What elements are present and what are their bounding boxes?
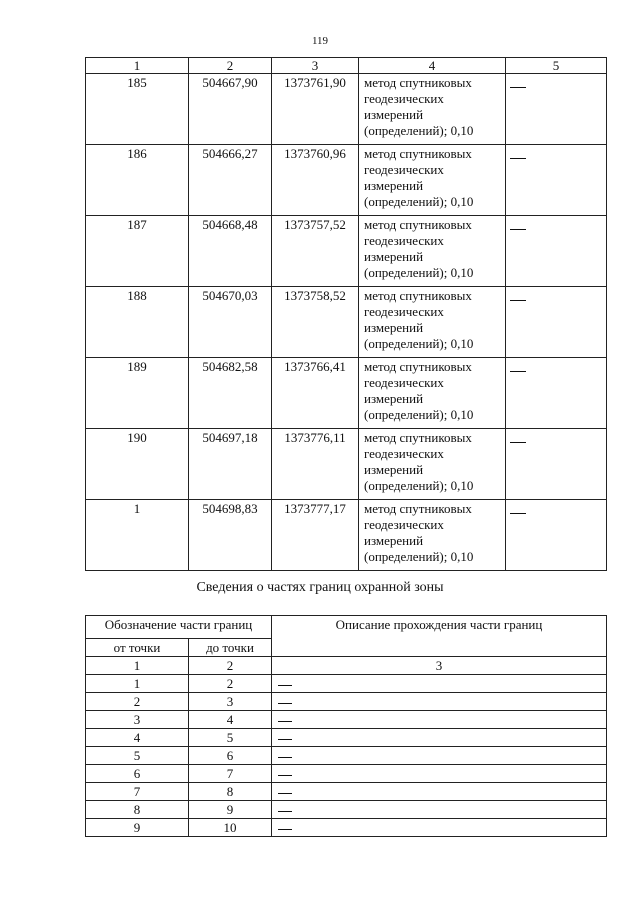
coordinate-x: 504670,03 (189, 287, 272, 358)
to-point: 4 (189, 711, 272, 729)
coordinate-x: 504666,27 (189, 145, 272, 216)
note-cell (506, 216, 607, 287)
coordinates-row (86, 500, 607, 571)
coordinates-row (86, 429, 607, 500)
method-line: (определений); 0,10 (364, 194, 474, 209)
boundary-part-row (86, 675, 607, 693)
coordinate-y: 1373776,11 (272, 429, 359, 500)
to-point: 10 (189, 819, 272, 837)
method-line: геодезических (364, 375, 444, 390)
from-point: 4 (86, 729, 189, 747)
dash-mark (278, 793, 292, 794)
method-line: геодезических (364, 517, 444, 532)
coordinate-y: 1373766,41 (272, 358, 359, 429)
method-line: измерений (364, 320, 424, 335)
dash-mark (510, 442, 526, 443)
note-cell (506, 145, 607, 216)
method-line: геодезических (364, 446, 444, 461)
from-point: 9 (86, 819, 189, 837)
to-point: 5 (189, 729, 272, 747)
dash-mark (278, 685, 292, 686)
part-description (272, 783, 607, 801)
method-line: измерений (364, 391, 424, 406)
boundary-part-row (86, 765, 607, 783)
from-point: 8 (86, 801, 189, 819)
method-description (359, 216, 506, 287)
method-line: (определений); 0,10 (364, 123, 474, 138)
coordinate-x: 504682,58 (189, 358, 272, 429)
boundary-part-row (86, 711, 607, 729)
col-number-4: 4 (359, 58, 506, 74)
method-line: геодезических (364, 233, 444, 248)
point-number: 185 (86, 74, 189, 145)
coordinate-y: 1373758,52 (272, 287, 359, 358)
boundary-part-row (86, 783, 607, 801)
dash-mark (278, 739, 292, 740)
method-line: метод спутниковых (364, 359, 472, 374)
to-point-header: до точки (189, 639, 272, 657)
method-line: (определений); 0,10 (364, 336, 474, 351)
to-point: 9 (189, 801, 272, 819)
section-title: Сведения о частях границ охранной зоны (196, 580, 444, 595)
dash-mark (510, 87, 526, 88)
parts-col-number-row (86, 657, 607, 675)
method-line: измерений (364, 462, 424, 477)
boundary-part-row (86, 693, 607, 711)
point-number: 186 (86, 145, 189, 216)
col-number-3: 3 (272, 58, 359, 74)
to-point: 7 (189, 765, 272, 783)
method-line: измерений (364, 533, 424, 548)
from-point-header: от точки (86, 639, 189, 657)
from-point: 3 (86, 711, 189, 729)
method-line: (определений); 0,10 (364, 265, 474, 280)
coordinates-row (86, 216, 607, 287)
description-header: Описание прохождения части границ (272, 616, 607, 657)
method-line: геодезических (364, 91, 444, 106)
coordinates-row (86, 145, 607, 216)
coordinate-x: 504697,18 (189, 429, 272, 500)
method-line: (определений); 0,10 (364, 407, 474, 422)
coordinate-y: 1373761,90 (272, 74, 359, 145)
point-number: 187 (86, 216, 189, 287)
method-description (359, 287, 506, 358)
parts-col-number-2: 2 (189, 657, 272, 675)
coordinate-y: 1373777,17 (272, 500, 359, 571)
part-description (272, 711, 607, 729)
method-description (359, 145, 506, 216)
boundary-part-row (86, 819, 607, 837)
coordinate-y: 1373757,52 (272, 216, 359, 287)
from-point: 7 (86, 783, 189, 801)
dash-mark (510, 300, 526, 301)
coordinate-x: 504667,90 (189, 74, 272, 145)
coordinates-row (86, 74, 607, 145)
part-description (272, 747, 607, 765)
dash-mark (278, 703, 292, 704)
to-point: 6 (189, 747, 272, 765)
boundary-part-row (86, 801, 607, 819)
from-point: 2 (86, 693, 189, 711)
coordinates-row (86, 287, 607, 358)
method-line: геодезических (364, 304, 444, 319)
coordinate-y: 1373760,96 (272, 145, 359, 216)
boundary-part-row (86, 729, 607, 747)
point-number: 190 (86, 429, 189, 500)
method-description (359, 429, 506, 500)
method-line: метод спутниковых (364, 430, 472, 445)
to-point: 3 (189, 693, 272, 711)
group-header: Обозначение части границ (86, 616, 272, 639)
method-line: (определений); 0,10 (364, 549, 474, 564)
method-line: измерений (364, 249, 424, 264)
boundary-part-row (86, 747, 607, 765)
method-line: (определений); 0,10 (364, 478, 474, 493)
dash-mark (510, 513, 526, 514)
col-number-2: 2 (189, 58, 272, 74)
page-number: 119 (311, 35, 329, 47)
method-line: метод спутниковых (364, 288, 472, 303)
method-description (359, 500, 506, 571)
dash-mark (510, 158, 526, 159)
note-cell (506, 74, 607, 145)
dash-mark (278, 829, 292, 830)
from-point: 1 (86, 675, 189, 693)
from-point: 6 (86, 765, 189, 783)
to-point: 2 (189, 675, 272, 693)
dash-mark (278, 721, 292, 722)
method-line: метод спутниковых (364, 217, 472, 232)
method-line: геодезических (364, 162, 444, 177)
method-description (359, 74, 506, 145)
from-point: 5 (86, 747, 189, 765)
boundary-parts-table (85, 615, 607, 837)
dash-mark (278, 775, 292, 776)
part-description (272, 693, 607, 711)
point-number: 1 (86, 500, 189, 571)
part-description (272, 765, 607, 783)
part-description (272, 729, 607, 747)
note-cell (506, 500, 607, 571)
parts-header-row (86, 616, 607, 639)
method-description (359, 358, 506, 429)
note-cell (506, 358, 607, 429)
point-number: 188 (86, 287, 189, 358)
method-line: измерений (364, 107, 424, 122)
part-description (272, 801, 607, 819)
part-description (272, 675, 607, 693)
dash-mark (510, 229, 526, 230)
parts-col-number-1: 1 (86, 657, 189, 675)
to-point: 8 (189, 783, 272, 801)
parts-col-number-3: 3 (272, 657, 607, 675)
coordinate-x: 504698,83 (189, 500, 272, 571)
col-number-5: 5 (506, 58, 607, 74)
dash-mark (278, 811, 292, 812)
coordinates-row (86, 358, 607, 429)
coordinate-x: 504668,48 (189, 216, 272, 287)
method-line: метод спутниковых (364, 75, 472, 90)
note-cell (506, 287, 607, 358)
dash-mark (278, 757, 292, 758)
col-number-1: 1 (86, 58, 189, 74)
coordinates-header-row (86, 58, 607, 74)
part-description (272, 819, 607, 837)
method-line: метод спутниковых (364, 146, 472, 161)
dash-mark (510, 371, 526, 372)
method-line: измерений (364, 178, 424, 193)
method-line: метод спутниковых (364, 501, 472, 516)
point-number: 189 (86, 358, 189, 429)
coordinates-table (85, 57, 607, 571)
note-cell (506, 429, 607, 500)
